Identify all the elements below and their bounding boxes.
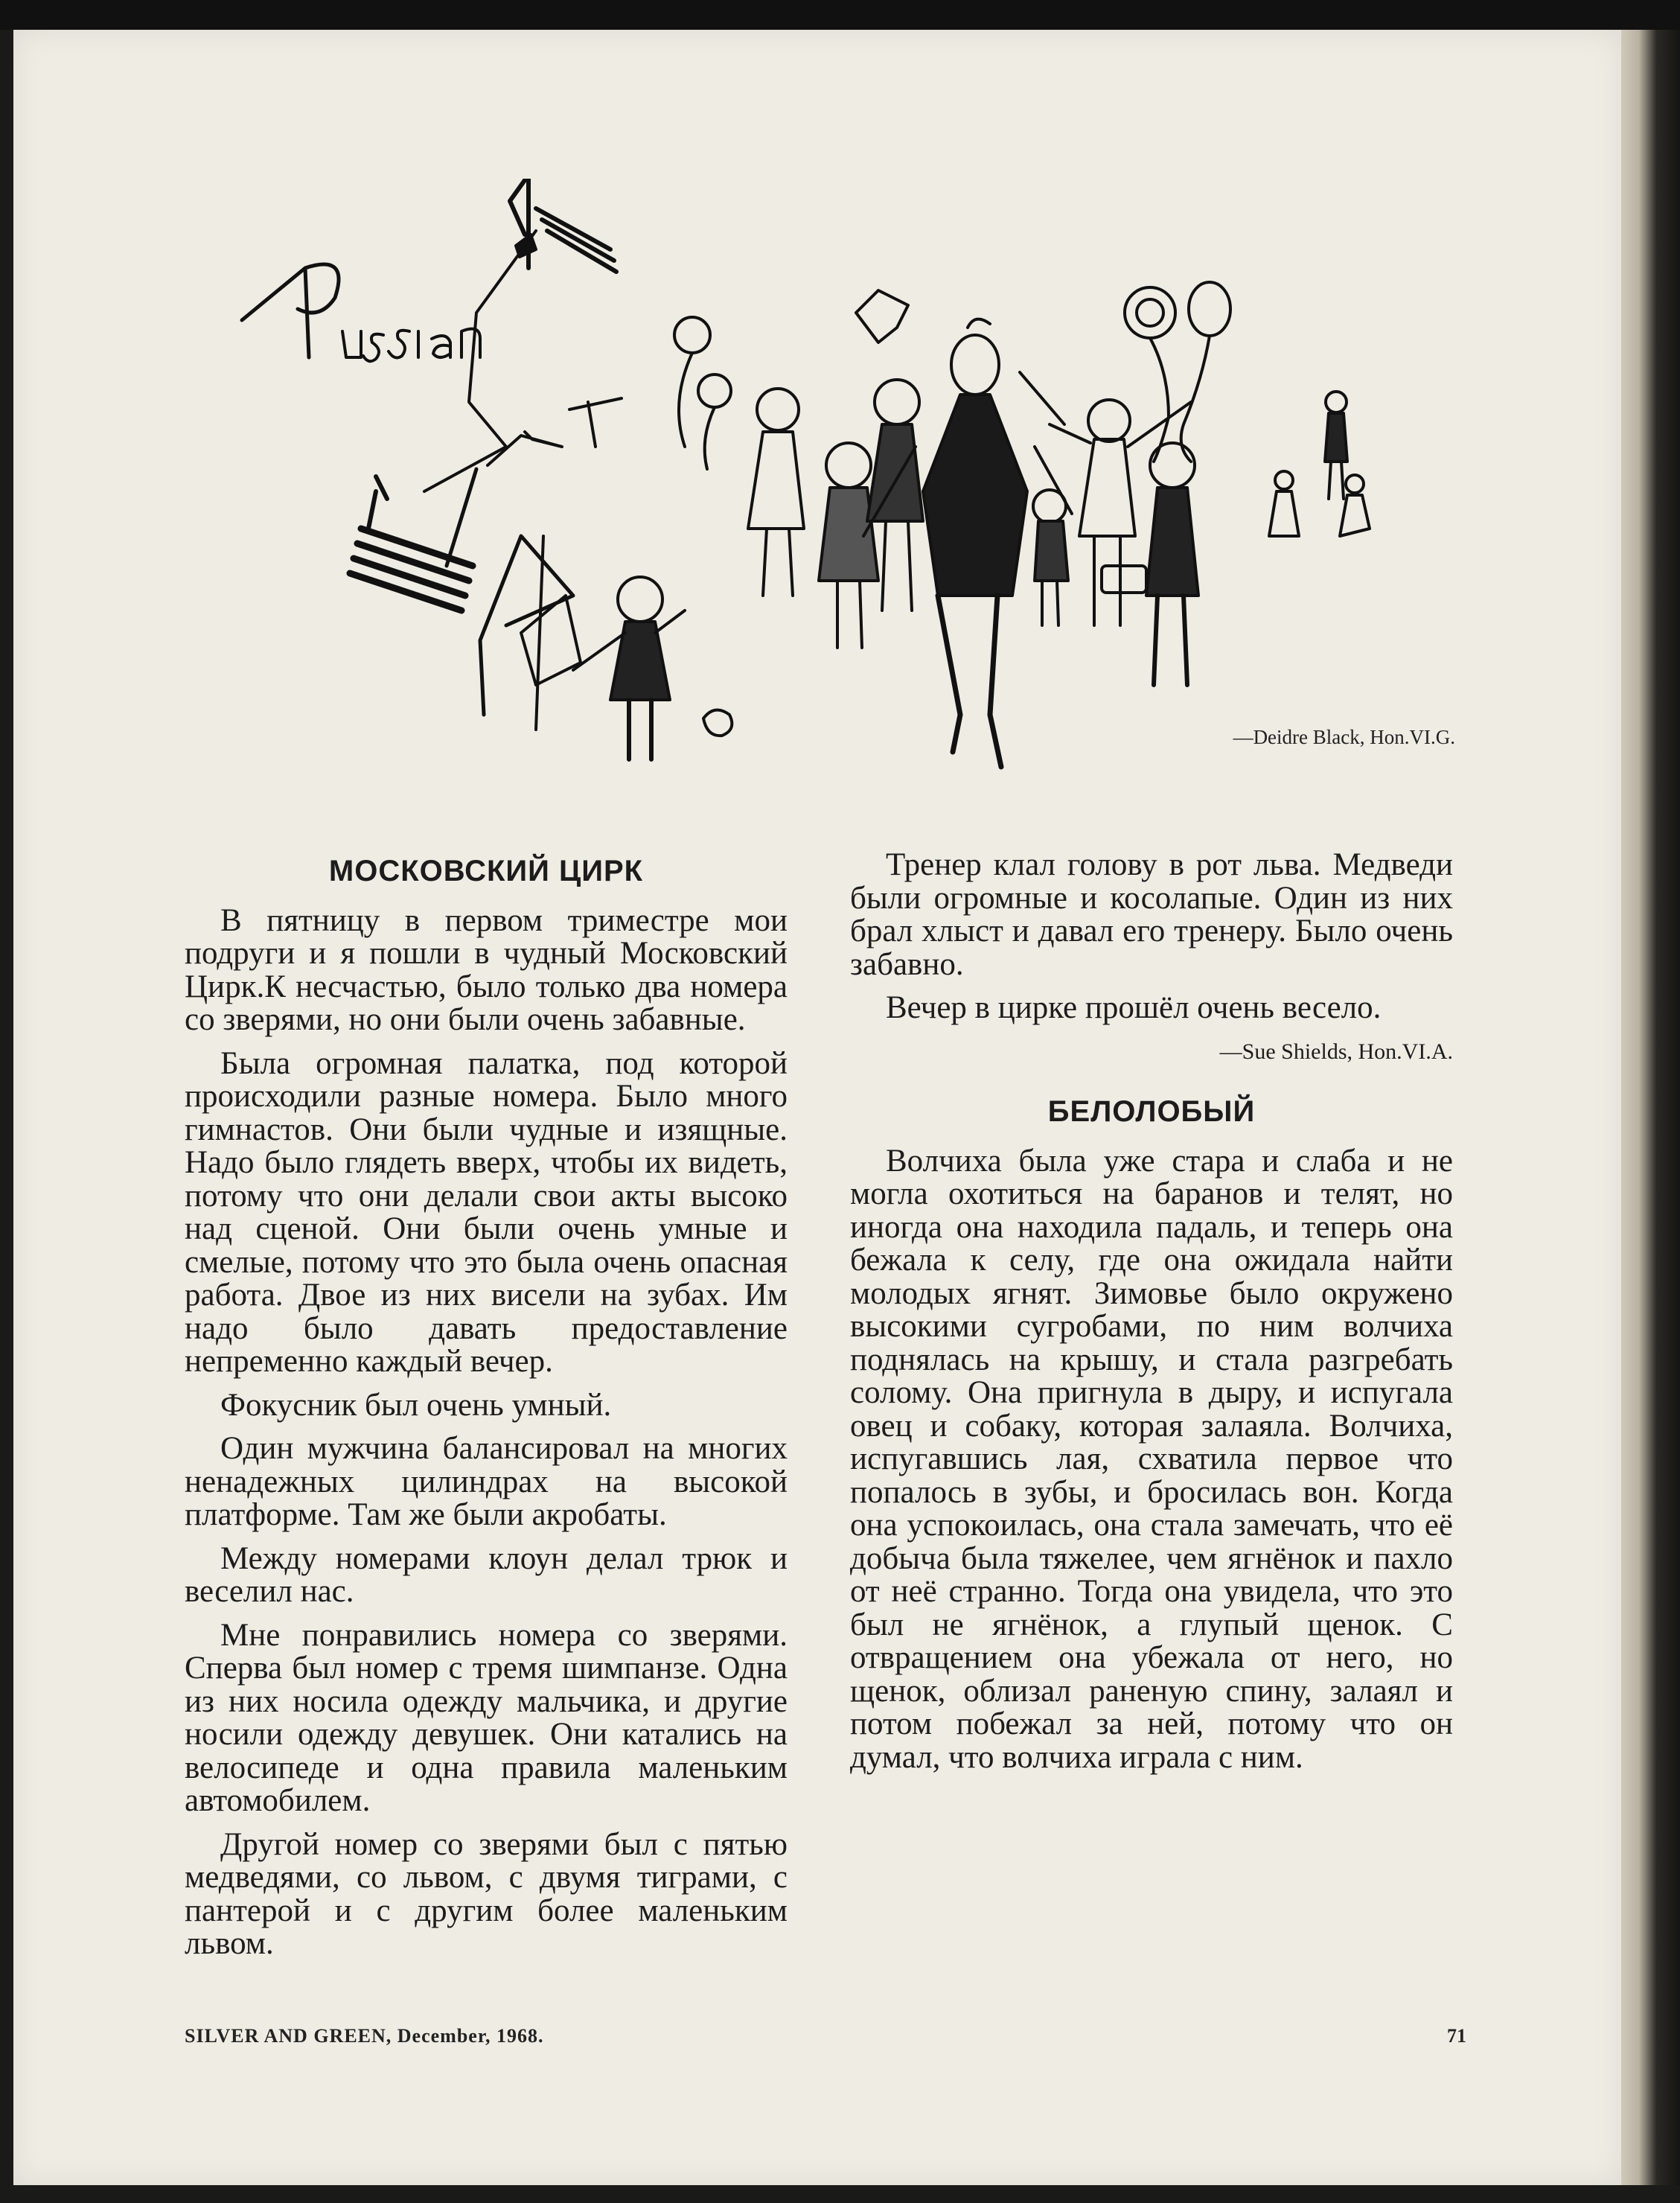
article-paragraph: В пятницу в первом триместре мои подруги и я пошли в чудный Московский Цирк.К несчастью, было только два номера со зверями, но они были очень забавные. bbox=[185, 902, 788, 1037]
title-lettering bbox=[242, 179, 622, 730]
article-paragraph: Была огромная палатка, под которой происходили разные номера. Было много гимнастов. Они были чудные и изящные. Надо было глядеть вверх, чтобы их видеть, потому что они делали свои акты высоко над сценой. Они были очень умные и смелые, потому что это была очень опасная работа. Двое из них висели на зубах. Им надо было давать предоставление непременно каждый вечер. bbox=[185, 1045, 788, 1379]
article-paragraph: Один мужчина балансировал на многих ненадежных цилиндрах на высокой платформе. Там же были акробаты. bbox=[185, 1431, 788, 1532]
article-signature: —Sue Shields, Hon.VI.A. bbox=[1219, 1039, 1453, 1064]
child-figures bbox=[521, 290, 1370, 767]
article-paragraph: Волчиха была уже стара и слаба и не могла охотиться на баранов и телят, но иногда она находила падаль, и теперь она бежала к селу, где она ожидала найти молодых ягнят. Зимовье было окружено высокими сугробами, по ним волчиха поднялась на крышу, и стала разгребать солому. Она пригнула в дыру, и испугала овец и собаку, которая залаяла. Волчиха, испугавшись лая, схватила первое что попалось в зубы, и бросилась вон. Когда она успокоилась, она стала замечать, что её добыча была тяжелее, чем ягнёнок и пахло от неё странно. Тогда она увидела, что это был не ягнёнок, а глупый щенок. С отвращением она убежала от него, но щенок, облизал раненую спину, залаял и потом побежал за ней, потому что он думал, что волчиха играла с ним. bbox=[850, 1143, 1453, 1775]
book-spine-edge bbox=[1621, 30, 1680, 2185]
article-heading-white-forehead: БЕЛОЛОБЫЙ bbox=[1047, 1095, 1256, 1128]
article-paragraph: Мне понравились номера со зверями. Сперва был номер с тремя шимпанзе. Одна из них носила одежду мальчика, и другие носили одежду девушек. Они катались на велосипеде и одна правила маленьким автомобилем. bbox=[185, 1617, 788, 1818]
publication-footer: SILVER AND GREEN, December, 1968. bbox=[185, 2025, 544, 2047]
article-heading-moscow-circus: МОСКОВСКИЙ ЦИРК bbox=[328, 855, 644, 887]
article-paragraph: Тренер клал голову в рот льва. Медведи были огромные и косолапые. Один из них брал хлыст и давал его тренеру. Было очень забавно. bbox=[850, 847, 1453, 982]
page-number: 71 bbox=[1447, 2025, 1466, 2047]
right-column bbox=[850, 849, 1453, 1785]
left-column bbox=[185, 849, 788, 1971]
article-paragraph: Между номерами клоун делал трюк и веселил нас. bbox=[185, 1540, 788, 1609]
article-paragraph: Вечер в цирке прошёл очень весело. bbox=[886, 990, 1382, 1025]
scan-top-edge bbox=[0, 0, 1680, 30]
article-paragraph: Фокусник был очень умный. bbox=[220, 1387, 612, 1423]
illustration-credit: —Deidre Black, Hon.VI.G. bbox=[1233, 726, 1455, 748]
article-paragraph: Другой номер со зверями был с пятью медведями, со львом, с двумя тиграми, с пантерой и с другим более маленьким львом. bbox=[185, 1826, 788, 1961]
